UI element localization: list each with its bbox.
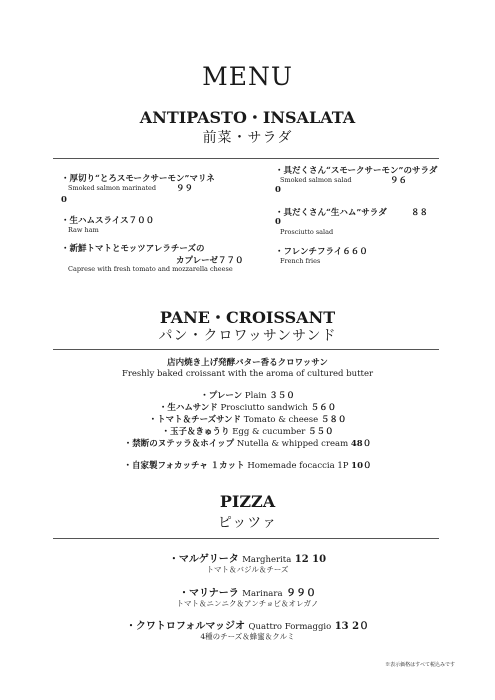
pane-line-tomato-price: ５８０ [320, 415, 347, 425]
item-salmon-marinated: ・厚切り“とろスモークサーモン”マリネ [61, 174, 215, 184]
pizza-quattro [0, 617, 495, 632]
menu-title: MENU [202, 62, 293, 91]
pane-line-plain-en: Plain [244, 391, 267, 401]
item-salmon-marinated-price-tail: 0 [61, 195, 67, 205]
pizza-quattro-jp: ・クワトロフォルマッジオ [125, 621, 246, 632]
pane-line-focaccia-en: Homemade focaccia 1P [247, 461, 349, 471]
pane-line-egg-jp: ・玉子＆きゅうり [161, 427, 230, 437]
item-raw-ham: ・生ハムスライス７００ [61, 216, 155, 226]
pane-line-focaccia-jp: ・自家製フォカッチャ １カット [123, 461, 245, 471]
pizza-quattro-sub: 4種のチーズ＆蜂蜜＆クルミ [200, 632, 295, 641]
antipasto-divider [53, 158, 439, 159]
pane-line-tomato-jp: ・トマト＆チーズサンド [148, 415, 242, 425]
pane-line-nutella-price: 48０ [350, 439, 372, 449]
pizza-marinara [0, 584, 495, 599]
pane-heading: PANE・CROISSANT [159, 308, 336, 327]
item-caprese: ・新鮮トマトとモッツアレラチーズの [61, 244, 205, 254]
pane-line-nutella [0, 437, 495, 449]
item-prosciutto-salad-en: Prosciutto salad [280, 228, 334, 236]
pane-line-egg [0, 425, 495, 437]
pane-line-prosciutto-en: Prosciutto sandwich [220, 403, 308, 413]
antipasto-heading-jp: 前菜・サラダ [202, 130, 293, 146]
pane-line-plain-price: ３５０ [269, 391, 295, 401]
antipasto-heading: ANTIPASTO・INSALATA [139, 108, 356, 127]
pane-line-nutella-en: Nutella & whipped cream [236, 439, 349, 449]
item-salmon-salad-en: Smoked salmon salad [280, 176, 352, 184]
pizza-margherita-jp: ・マルゲリータ [168, 554, 239, 565]
item-salmon-salad: ・具だくさん“スモークサーモン”のサラダ [275, 166, 438, 176]
pizza-margherita [0, 550, 495, 565]
item-french-fries: ・フレンチフライ６６０ [275, 247, 368, 257]
pane-line-focaccia [0, 459, 495, 471]
item-caprese-line2: カプレーゼ７７０ [176, 256, 244, 266]
item-prosciutto-salad-price-tail: 0 [275, 217, 281, 227]
pizza-quattro-price: 13 2０ [334, 621, 370, 632]
item-salmon-marinated-price: ９９ [176, 184, 194, 194]
tax-note: ※表示価格はすべて税込みです [385, 662, 455, 668]
pizza-marinara-price: ９９０ [286, 588, 316, 599]
item-salmon-salad-price: ９６ [390, 176, 408, 186]
item-raw-ham-en: Raw ham [68, 226, 99, 234]
item-caprese-en: Caprese with fresh tomato and mozzarella cheese [68, 265, 233, 273]
pizza-marinara-sub: トマト＆ニンニク＆アンチョビ＆オレガノ [176, 599, 319, 608]
pane-heading-jp: パン・クロワッサンサンド [158, 328, 337, 344]
pizza-marinara-en: Marinara [242, 589, 283, 599]
pizza-margherita-sub: トマト＆バジル＆チーズ [206, 565, 289, 574]
pane-line-plain [0, 389, 495, 401]
item-salmon-salad-price-tail: 0 [275, 185, 281, 195]
pane-line-egg-price: ５５０ [308, 427, 334, 437]
pane-line-egg-en: Egg & cucumber [232, 427, 306, 437]
pane-intro-jp: 店内焼き上げ発酵バター香るクロワッサン [167, 358, 328, 368]
pizza-heading: PIZZA [219, 492, 276, 511]
pizza-divider [53, 538, 439, 539]
pane-line-prosciutto-jp: ・生ハムサンド [158, 403, 218, 413]
pane-line-tomato-en: Tomato & cheese [243, 415, 319, 425]
item-prosciutto-salad: ・具だくさん“生ハム”サラダ [275, 208, 387, 218]
pane-line-tomato [0, 413, 495, 425]
pane-line-prosciutto [0, 401, 495, 413]
item-prosciutto-salad-price: ８８ [411, 208, 429, 218]
pane-divider [53, 349, 439, 350]
item-salmon-marinated-en: Smoked salmon marinated [68, 184, 157, 192]
pizza-quattro-en: Quattro Formaggio [248, 622, 332, 632]
pane-line-nutella-jp: ・禁断のヌテッラ＆ホイップ [123, 439, 235, 449]
pizza-heading-jp: ピッツァ [217, 515, 278, 531]
pane-line-focaccia-price: 10０ [351, 461, 372, 471]
pizza-margherita-price: 12 10 [294, 554, 327, 565]
pizza-marinara-jp: ・マリナーラ [178, 588, 239, 599]
pane-line-plain-jp: ・プレーン [200, 391, 243, 401]
item-french-fries-en: French fries [280, 257, 321, 265]
pane-line-prosciutto-price: ５６０ [310, 403, 337, 413]
pane-intro-en: Freshly baked croissant with the aroma of cultured butter [121, 369, 374, 379]
pizza-margherita-en: Margherita [242, 555, 292, 565]
